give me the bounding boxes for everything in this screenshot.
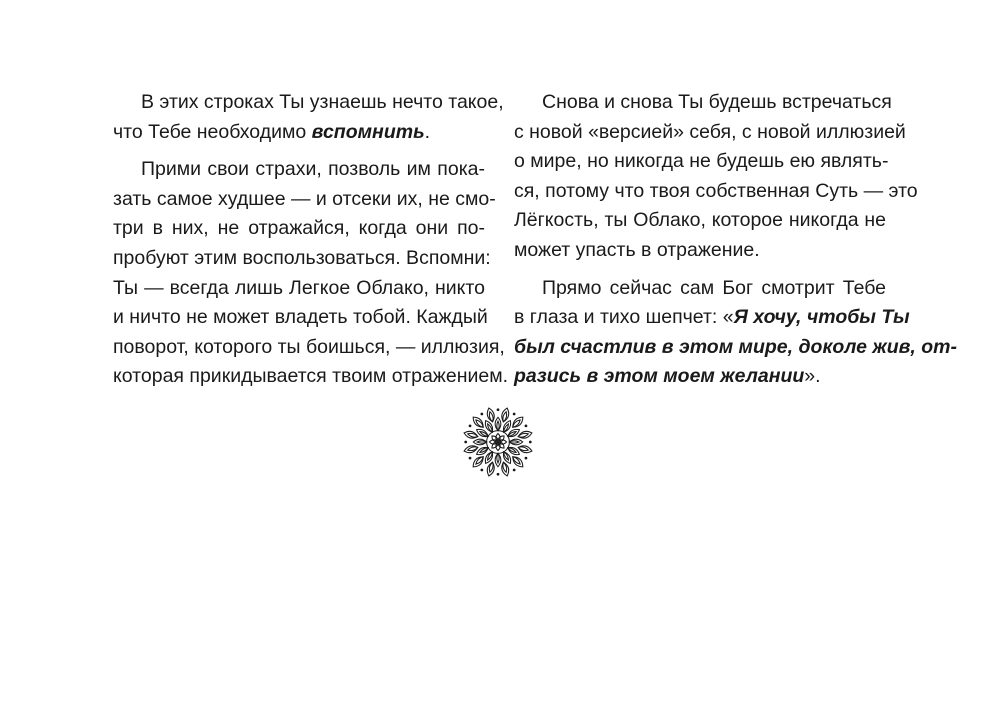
text-segment: В этих строках Ты узнаешь нечто такое, (141, 91, 504, 113)
text-line (113, 303, 488, 333)
emphasis-text: вспомнить (311, 120, 425, 143)
text-line (514, 333, 957, 363)
text-line (514, 206, 886, 236)
text-line (514, 118, 906, 148)
text-segment: ». (804, 365, 821, 388)
emphasis-text: разись в этом моем желании (514, 365, 805, 388)
text-line (514, 88, 892, 118)
text-segment: . (424, 120, 431, 143)
text-line (113, 185, 496, 215)
text-segment: о мире, но никогда не будешь ею являть- (514, 150, 889, 173)
text-segment: три в них, не отражайся, когда они по- (113, 217, 485, 240)
paragraph (514, 274, 957, 392)
right-text-column (514, 88, 957, 400)
text-line (113, 155, 485, 185)
text-segment: что Тебе необходимо (113, 120, 312, 143)
text-line (514, 362, 886, 392)
text-segment: пробуют этим воспользоваться. Вспомни: (113, 246, 491, 269)
text-line (113, 244, 491, 274)
emphasis-text: был счастлив в этом мире, доколе жив, от- (514, 335, 957, 358)
text-segment: которая прикидывается твоим отражением. (113, 365, 509, 388)
text-segment: Снова и снова Ты будешь встречаться (542, 91, 892, 113)
text-line (113, 214, 485, 244)
text-segment: Прямо сейчас сам Бог смотрит Тебе (542, 276, 886, 299)
text-segment: в глаза и тихо шепчет: « (514, 306, 734, 329)
text-segment: и ничто не может владеть тобой. Каждый (113, 306, 488, 329)
text-segment: зать самое худшее — и отсеки их, не смо- (113, 187, 496, 210)
paragraph (113, 155, 509, 392)
emphasis-text: Я хочу, чтобы Ты (733, 306, 910, 329)
text-segment: Прими свои страхи, позволь им пока- (141, 158, 485, 181)
text-segment: Ты — всегда лишь Легкое Облако, никто (113, 276, 485, 299)
text-segment: может упасть в отражение. (514, 238, 760, 261)
text-line (514, 147, 889, 177)
text-line (113, 274, 485, 304)
text-line (514, 274, 886, 304)
paragraph (514, 88, 918, 266)
text-line (514, 303, 910, 333)
text-segment: ся, потому что твоя собственная Суть — это (514, 179, 918, 202)
text-line (514, 177, 918, 207)
text-segment: Лёгкость, ты Облако, которое никогда не (514, 209, 886, 232)
text-line (113, 88, 504, 118)
text-line (514, 236, 886, 266)
text-line (113, 362, 509, 392)
paragraph (113, 88, 504, 147)
mandala-flower-icon (460, 404, 536, 480)
text-segment: поворот, которого ты боишься, — иллюзия, (113, 335, 505, 358)
text-segment: с новой «версией» себя, с новой иллюзией (514, 120, 906, 143)
text-line (113, 333, 505, 363)
left-text-column (113, 88, 509, 400)
text-line (113, 118, 485, 148)
